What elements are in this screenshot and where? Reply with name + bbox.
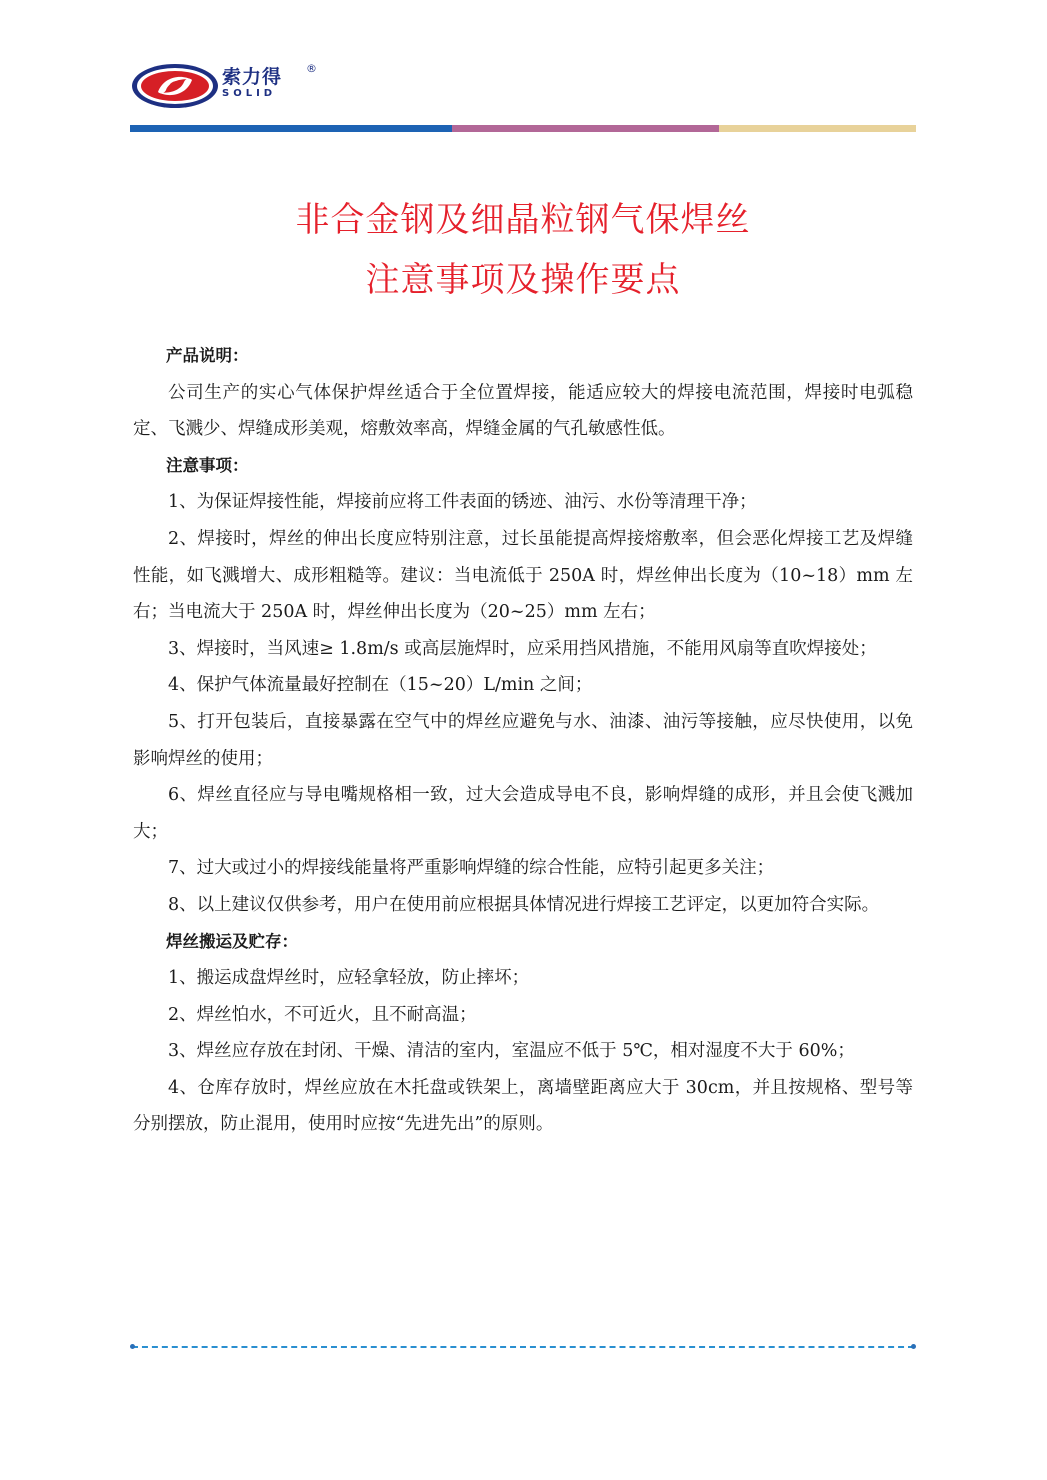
notes-item: 7、过大或过小的焊接线能量将严重影响焊缝的综合性能，应特引起更多关注； bbox=[168, 858, 775, 879]
storage-item: 4、仓库存放时，焊丝应放在木托盘或铁架上，离墙壁距离应大于 30cm，并且按规格、型号等分别摆放，防止混用，使用时应按“先进先出”的原则。 bbox=[133, 1077, 913, 1135]
notes-item: 3、焊接时，当风速≥ 1.8m/s 或高层施焊时，应采用挡风措施，不能用风扇等直吹焊接处； bbox=[168, 638, 877, 659]
title-line-2: 注意事项及操作要点 bbox=[365, 260, 681, 300]
footer-divider-dot-right bbox=[911, 1344, 916, 1349]
notes-item: 2、焊接时，焊丝的伸出长度应特别注意，过长虽能提高焊接熔敷率，但会恶化焊接工艺及焊缝性能，如飞溅增大、成形粗糙等。建议：当电流低于 250A 时，焊丝伸出长度为（10~18）mm 左右；当电流大于 250A 时，焊丝伸出长度为（20~25）mm 左右； bbox=[133, 528, 913, 623]
notes-heading: 注意事项： bbox=[166, 455, 249, 475]
solid-logo-icon bbox=[130, 62, 220, 110]
title-line-1: 非合金钢及细晶粒钢气保焊丝 bbox=[295, 200, 751, 240]
logo-name-cn: 索力得 bbox=[222, 66, 283, 88]
notes-item: 6、焊丝直径应与导电嘴规格相一致，过大会造成导电不良，影响焊缝的成形，并且会使飞溅加大； bbox=[133, 785, 913, 842]
footer-divider-dot-left bbox=[130, 1344, 135, 1349]
company-logo bbox=[130, 62, 330, 112]
notes-item: 1、为保证焊接性能，焊接前应将工件表面的锈迹、油污、水份等清理干净； bbox=[168, 492, 757, 513]
registered-mark: ® bbox=[306, 62, 317, 75]
header-color-bar bbox=[130, 125, 916, 132]
header-bar-gold bbox=[719, 125, 916, 132]
header-bar-purple bbox=[452, 125, 719, 132]
logo-name-en: SOLID bbox=[222, 88, 277, 99]
document-title bbox=[130, 190, 916, 310]
notes-item: 8、以上建议仅供参考，用户在使用前应根据具体情况进行焊接工艺评定，以更加符合实际。 bbox=[168, 894, 880, 915]
storage-item: 2、焊丝怕水，不可近火，且不耐高温； bbox=[168, 1004, 477, 1025]
storage-item: 3、焊丝应存放在封闭、干燥、清洁的室内，室温应不低于 5℃，相对湿度不大于 60%； bbox=[168, 1041, 855, 1062]
document-body bbox=[133, 338, 913, 1143]
header-bar-blue bbox=[130, 125, 452, 132]
footer-dashed-divider bbox=[132, 1346, 914, 1348]
product-heading: 产品说明： bbox=[166, 346, 249, 365]
storage-heading: 焊丝搬运及贮存： bbox=[166, 931, 298, 951]
notes-item: 5、打开包装后，直接暴露在空气中的焊丝应避免与水、油漆、油污等接触，应尽快使用，以免影响焊丝的使用； bbox=[133, 711, 913, 769]
product-description: 公司生产的实心气体保护焊丝适合于全位置焊接，能适应较大的焊接电流范围，焊接时电弧稳定、飞溅少、焊缝成形美观，熔敷效率高，焊缝金属的气孔敏感性低。 bbox=[133, 382, 913, 440]
storage-item: 1、搬运成盘焊丝时，应轻拿轻放，防止摔坏； bbox=[168, 968, 530, 989]
notes-item: 4、保护气体流量最好控制在（15~20）L/min 之间； bbox=[168, 675, 593, 696]
logo-wordmark bbox=[222, 66, 282, 99]
